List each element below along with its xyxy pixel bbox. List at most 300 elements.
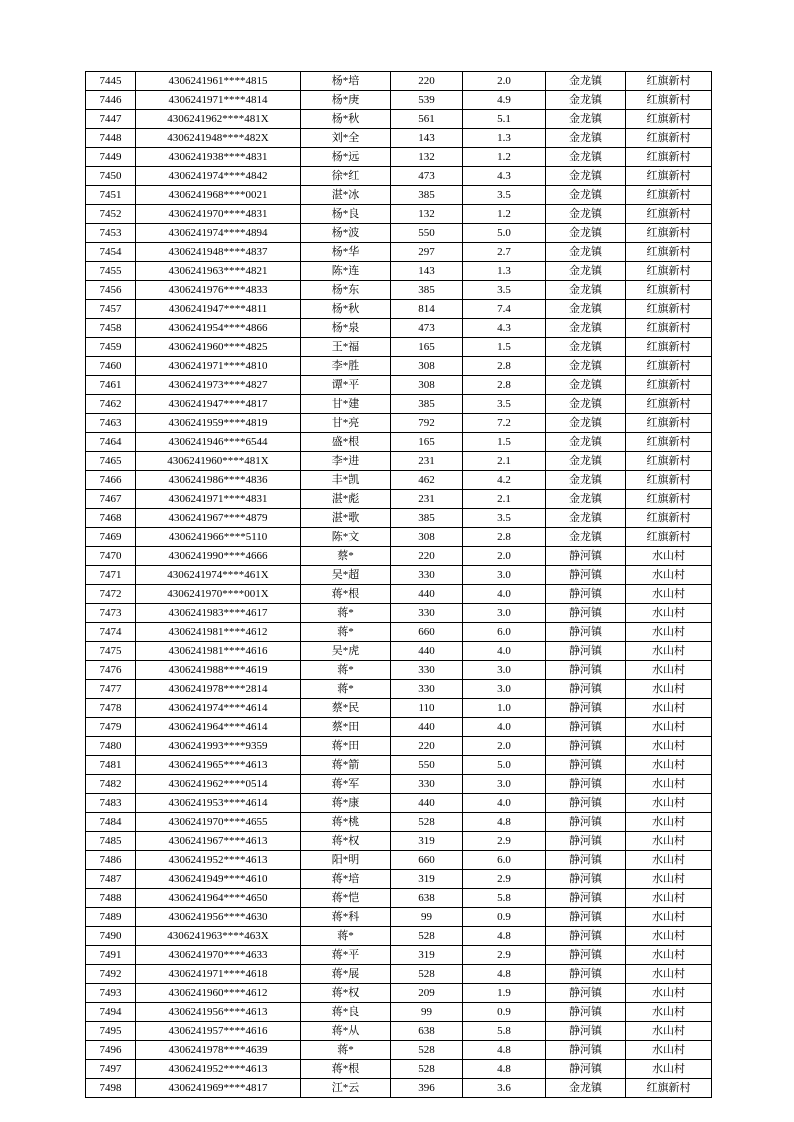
cell-id-number: 4306241970****4831 [136,205,301,224]
cell-town: 金龙镇 [546,528,626,547]
cell-town: 静河镇 [546,756,626,775]
cell-id-number: 4306241968****0021 [136,186,301,205]
cell-name: 吴*虎 [301,642,391,661]
cell-amount: 220 [391,547,463,566]
cell-rate: 3.0 [463,604,546,623]
cell-rate: 5.0 [463,224,546,243]
cell-name: 杨*东 [301,281,391,300]
table-row [86,395,712,414]
cell-rate: 2.9 [463,832,546,851]
cell-village: 红旗新村 [626,205,712,224]
cell-serial: 7473 [86,604,136,623]
cell-village: 红旗新村 [626,452,712,471]
table-row [86,319,712,338]
cell-amount: 165 [391,338,463,357]
cell-name: 蔡* [301,547,391,566]
cell-name: 刘*全 [301,129,391,148]
cell-serial: 7477 [86,680,136,699]
cell-id-number: 4306241974****4842 [136,167,301,186]
cell-town: 金龙镇 [546,262,626,281]
cell-name: 湛*歌 [301,509,391,528]
cell-id-number: 4306241959****4819 [136,414,301,433]
table-row [86,281,712,300]
cell-village: 水山村 [626,1060,712,1079]
cell-town: 金龙镇 [546,509,626,528]
cell-rate: 4.3 [463,167,546,186]
cell-name: 阳*明 [301,851,391,870]
cell-village: 水山村 [626,623,712,642]
cell-amount: 528 [391,965,463,984]
cell-town: 金龙镇 [546,167,626,186]
cell-town: 静河镇 [546,699,626,718]
cell-rate: 4.0 [463,718,546,737]
cell-town: 静河镇 [546,870,626,889]
cell-serial: 7454 [86,243,136,262]
cell-serial: 7449 [86,148,136,167]
cell-serial: 7456 [86,281,136,300]
cell-rate: 1.2 [463,148,546,167]
cell-rate: 3.0 [463,680,546,699]
cell-id-number: 4306241947****4811 [136,300,301,319]
cell-serial: 7465 [86,452,136,471]
table-row [86,642,712,661]
cell-rate: 2.1 [463,452,546,471]
table-body [86,72,712,1098]
cell-rate: 5.8 [463,889,546,908]
cell-id-number: 4306241962****481X [136,110,301,129]
cell-town: 金龙镇 [546,91,626,110]
table-row [86,737,712,756]
cell-town: 金龙镇 [546,490,626,509]
cell-name: 蒋*权 [301,832,391,851]
cell-serial: 7450 [86,167,136,186]
cell-serial: 7462 [86,395,136,414]
cell-serial: 7455 [86,262,136,281]
cell-village: 红旗新村 [626,224,712,243]
cell-village: 水山村 [626,794,712,813]
cell-serial: 7470 [86,547,136,566]
cell-amount: 308 [391,376,463,395]
cell-serial: 7459 [86,338,136,357]
cell-serial: 7482 [86,775,136,794]
cell-serial: 7457 [86,300,136,319]
cell-name: 杨*泉 [301,319,391,338]
table-row [86,965,712,984]
cell-serial: 7446 [86,91,136,110]
cell-town: 静河镇 [546,718,626,737]
cell-name: 李*进 [301,452,391,471]
cell-town: 金龙镇 [546,319,626,338]
cell-rate: 0.9 [463,1003,546,1022]
cell-town: 金龙镇 [546,186,626,205]
cell-amount: 308 [391,357,463,376]
cell-amount: 319 [391,832,463,851]
cell-rate: 7.2 [463,414,546,433]
cell-rate: 4.8 [463,965,546,984]
cell-village: 水山村 [626,870,712,889]
cell-id-number: 4306241956****4630 [136,908,301,927]
table-row [86,547,712,566]
cell-amount: 99 [391,908,463,927]
cell-serial: 7464 [86,433,136,452]
table-row [86,1041,712,1060]
cell-amount: 462 [391,471,463,490]
cell-rate: 6.0 [463,623,546,642]
cell-village: 水山村 [626,813,712,832]
cell-town: 金龙镇 [546,300,626,319]
cell-serial: 7478 [86,699,136,718]
cell-serial: 7471 [86,566,136,585]
cell-serial: 7479 [86,718,136,737]
cell-amount: 220 [391,737,463,756]
cell-amount: 638 [391,1022,463,1041]
cell-amount: 385 [391,281,463,300]
cell-rate: 3.5 [463,186,546,205]
cell-rate: 4.3 [463,319,546,338]
cell-serial: 7475 [86,642,136,661]
cell-id-number: 4306241970****4655 [136,813,301,832]
cell-serial: 7447 [86,110,136,129]
cell-amount: 792 [391,414,463,433]
cell-rate: 2.9 [463,946,546,965]
cell-serial: 7494 [86,1003,136,1022]
cell-id-number: 4306241993****9359 [136,737,301,756]
cell-id-number: 4306241971****4831 [136,490,301,509]
table-row [86,1022,712,1041]
cell-name: 陈*连 [301,262,391,281]
cell-village: 红旗新村 [626,129,712,148]
cell-id-number: 4306241946****6544 [136,433,301,452]
cell-name: 盛*根 [301,433,391,452]
cell-rate: 5.1 [463,110,546,129]
cell-serial: 7448 [86,129,136,148]
cell-village: 红旗新村 [626,148,712,167]
cell-id-number: 4306241960****4825 [136,338,301,357]
cell-name: 杨*良 [301,205,391,224]
cell-town: 静河镇 [546,794,626,813]
cell-amount: 330 [391,775,463,794]
cell-town: 金龙镇 [546,395,626,414]
cell-name: 蒋*箭 [301,756,391,775]
cell-town: 静河镇 [546,984,626,1003]
cell-id-number: 4306241965****4613 [136,756,301,775]
cell-town: 金龙镇 [546,281,626,300]
cell-serial: 7476 [86,661,136,680]
cell-rate: 4.0 [463,585,546,604]
cell-name: 江*云 [301,1079,391,1098]
cell-id-number: 4306241971****4618 [136,965,301,984]
cell-village: 水山村 [626,1041,712,1060]
cell-rate: 1.9 [463,984,546,1003]
cell-name: 蒋* [301,680,391,699]
cell-id-number: 4306241966****5110 [136,528,301,547]
cell-amount: 561 [391,110,463,129]
cell-village: 红旗新村 [626,281,712,300]
cell-name: 陈*文 [301,528,391,547]
cell-rate: 4.8 [463,813,546,832]
cell-amount: 231 [391,490,463,509]
cell-amount: 440 [391,642,463,661]
cell-town: 静河镇 [546,642,626,661]
cell-serial: 7492 [86,965,136,984]
cell-id-number: 4306241962****0514 [136,775,301,794]
cell-village: 水山村 [626,1003,712,1022]
cell-id-number: 4306241963****4821 [136,262,301,281]
table-row [86,129,712,148]
cell-id-number: 4306241983****4617 [136,604,301,623]
cell-rate: 1.0 [463,699,546,718]
cell-serial: 7452 [86,205,136,224]
cell-rate: 4.0 [463,794,546,813]
table-row [86,110,712,129]
cell-village: 水山村 [626,680,712,699]
cell-rate: 3.5 [463,509,546,528]
table-row [86,699,712,718]
cell-id-number: 4306241948****4837 [136,243,301,262]
cell-name: 徐*红 [301,167,391,186]
table-row [86,756,712,775]
cell-village: 水山村 [626,832,712,851]
table-row [86,984,712,1003]
cell-rate: 0.9 [463,908,546,927]
cell-name: 杨*秋 [301,300,391,319]
cell-name: 蒋*平 [301,946,391,965]
cell-id-number: 4306241981****4616 [136,642,301,661]
cell-id-number: 4306241956****4613 [136,1003,301,1022]
cell-rate: 3.6 [463,1079,546,1098]
table-row [86,243,712,262]
table-row [86,224,712,243]
cell-name: 蒋* [301,661,391,680]
cell-amount: 385 [391,186,463,205]
cell-town: 静河镇 [546,965,626,984]
cell-amount: 209 [391,984,463,1003]
cell-serial: 7485 [86,832,136,851]
cell-name: 蒋* [301,1041,391,1060]
table-row [86,300,712,319]
cell-town: 静河镇 [546,1041,626,1060]
cell-rate: 4.0 [463,642,546,661]
table-row [86,528,712,547]
table-row [86,490,712,509]
cell-rate: 4.8 [463,927,546,946]
cell-id-number: 4306241969****4817 [136,1079,301,1098]
cell-village: 水山村 [626,566,712,585]
cell-id-number: 4306241981****4612 [136,623,301,642]
table-row [86,1079,712,1098]
cell-town: 金龙镇 [546,243,626,262]
cell-amount: 396 [391,1079,463,1098]
cell-village: 水山村 [626,756,712,775]
cell-serial: 7463 [86,414,136,433]
cell-amount: 473 [391,319,463,338]
cell-serial: 7483 [86,794,136,813]
cell-name: 蒋*良 [301,1003,391,1022]
cell-id-number: 4306241938****4831 [136,148,301,167]
cell-amount: 308 [391,528,463,547]
cell-town: 金龙镇 [546,1079,626,1098]
cell-rate: 3.0 [463,661,546,680]
cell-amount: 143 [391,262,463,281]
cell-serial: 7461 [86,376,136,395]
cell-town: 金龙镇 [546,338,626,357]
cell-amount: 528 [391,927,463,946]
cell-id-number: 4306241947****4817 [136,395,301,414]
cell-name: 蒋*从 [301,1022,391,1041]
cell-amount: 297 [391,243,463,262]
table-row [86,91,712,110]
cell-amount: 539 [391,91,463,110]
cell-rate: 1.2 [463,205,546,224]
cell-rate: 2.8 [463,376,546,395]
table-row [86,376,712,395]
cell-id-number: 4306241986****4836 [136,471,301,490]
cell-name: 杨*秋 [301,110,391,129]
cell-village: 红旗新村 [626,243,712,262]
cell-name: 蒋*田 [301,737,391,756]
cell-town: 金龙镇 [546,224,626,243]
cell-name: 蒋*科 [301,908,391,927]
cell-village: 水山村 [626,547,712,566]
cell-rate: 1.5 [463,338,546,357]
cell-name: 王*福 [301,338,391,357]
cell-village: 水山村 [626,642,712,661]
cell-serial: 7497 [86,1060,136,1079]
cell-town: 静河镇 [546,1060,626,1079]
table-row [86,338,712,357]
cell-amount: 319 [391,870,463,889]
cell-town: 金龙镇 [546,376,626,395]
cell-rate: 2.8 [463,528,546,547]
cell-id-number: 4306241971****4814 [136,91,301,110]
cell-serial: 7495 [86,1022,136,1041]
cell-serial: 7467 [86,490,136,509]
cell-id-number: 4306241961****4815 [136,72,301,91]
cell-town: 静河镇 [546,585,626,604]
cell-name: 吴*超 [301,566,391,585]
cell-id-number: 4306241978****2814 [136,680,301,699]
cell-amount: 165 [391,433,463,452]
cell-village: 水山村 [626,775,712,794]
cell-id-number: 4306241988****4619 [136,661,301,680]
cell-rate: 4.8 [463,1060,546,1079]
cell-name: 蒋*根 [301,585,391,604]
cell-village: 水山村 [626,889,712,908]
cell-id-number: 4306241960****481X [136,452,301,471]
cell-id-number: 4306241974****4614 [136,699,301,718]
cell-rate: 3.5 [463,281,546,300]
table-row [86,604,712,623]
cell-amount: 319 [391,946,463,965]
cell-town: 静河镇 [546,813,626,832]
cell-id-number: 4306241964****4614 [136,718,301,737]
cell-amount: 473 [391,167,463,186]
cell-town: 静河镇 [546,851,626,870]
cell-amount: 385 [391,509,463,528]
cell-name: 蔡*田 [301,718,391,737]
cell-name: 谭*平 [301,376,391,395]
cell-name: 湛*冰 [301,186,391,205]
cell-town: 金龙镇 [546,414,626,433]
cell-town: 静河镇 [546,680,626,699]
cell-id-number: 4306241964****4650 [136,889,301,908]
table-row [86,680,712,699]
cell-name: 甘*亮 [301,414,391,433]
cell-serial: 7472 [86,585,136,604]
cell-name: 甘*建 [301,395,391,414]
cell-name: 蒋*军 [301,775,391,794]
cell-village: 红旗新村 [626,490,712,509]
cell-amount: 132 [391,148,463,167]
cell-village: 红旗新村 [626,110,712,129]
cell-serial: 7468 [86,509,136,528]
cell-name: 李*胜 [301,357,391,376]
cell-rate: 1.3 [463,262,546,281]
cell-id-number: 4306241973****4827 [136,376,301,395]
table-row [86,167,712,186]
cell-serial: 7486 [86,851,136,870]
cell-rate: 2.0 [463,72,546,91]
table-row [86,566,712,585]
cell-amount: 660 [391,623,463,642]
cell-village: 红旗新村 [626,1079,712,1098]
cell-serial: 7445 [86,72,136,91]
cell-village: 红旗新村 [626,319,712,338]
cell-amount: 550 [391,756,463,775]
cell-town: 金龙镇 [546,148,626,167]
cell-name: 丰*凯 [301,471,391,490]
cell-town: 静河镇 [546,775,626,794]
table-row [86,414,712,433]
cell-village: 水山村 [626,699,712,718]
cell-id-number: 4306241970****4633 [136,946,301,965]
cell-name: 湛*彪 [301,490,391,509]
cell-village: 水山村 [626,984,712,1003]
cell-serial: 7487 [86,870,136,889]
cell-amount: 99 [391,1003,463,1022]
cell-rate: 4.2 [463,471,546,490]
cell-rate: 5.8 [463,1022,546,1041]
cell-rate: 5.0 [463,756,546,775]
cell-rate: 2.8 [463,357,546,376]
cell-village: 水山村 [626,718,712,737]
cell-town: 静河镇 [546,737,626,756]
cell-serial: 7484 [86,813,136,832]
cell-village: 红旗新村 [626,72,712,91]
table-row [86,205,712,224]
cell-village: 水山村 [626,604,712,623]
cell-serial: 7496 [86,1041,136,1060]
cell-id-number: 4306241948****482X [136,129,301,148]
cell-village: 水山村 [626,908,712,927]
cell-rate: 4.8 [463,1041,546,1060]
cell-amount: 440 [391,585,463,604]
cell-id-number: 4306241963****463X [136,927,301,946]
cell-village: 红旗新村 [626,262,712,281]
cell-id-number: 4306241967****4879 [136,509,301,528]
cell-rate: 2.0 [463,737,546,756]
cell-village: 红旗新村 [626,186,712,205]
cell-rate: 1.3 [463,129,546,148]
cell-amount: 528 [391,1041,463,1060]
cell-id-number: 4306241976****4833 [136,281,301,300]
table-row [86,889,712,908]
cell-name: 杨*庚 [301,91,391,110]
cell-id-number: 4306241954****4866 [136,319,301,338]
cell-village: 红旗新村 [626,414,712,433]
table-row [86,357,712,376]
cell-village: 水山村 [626,965,712,984]
